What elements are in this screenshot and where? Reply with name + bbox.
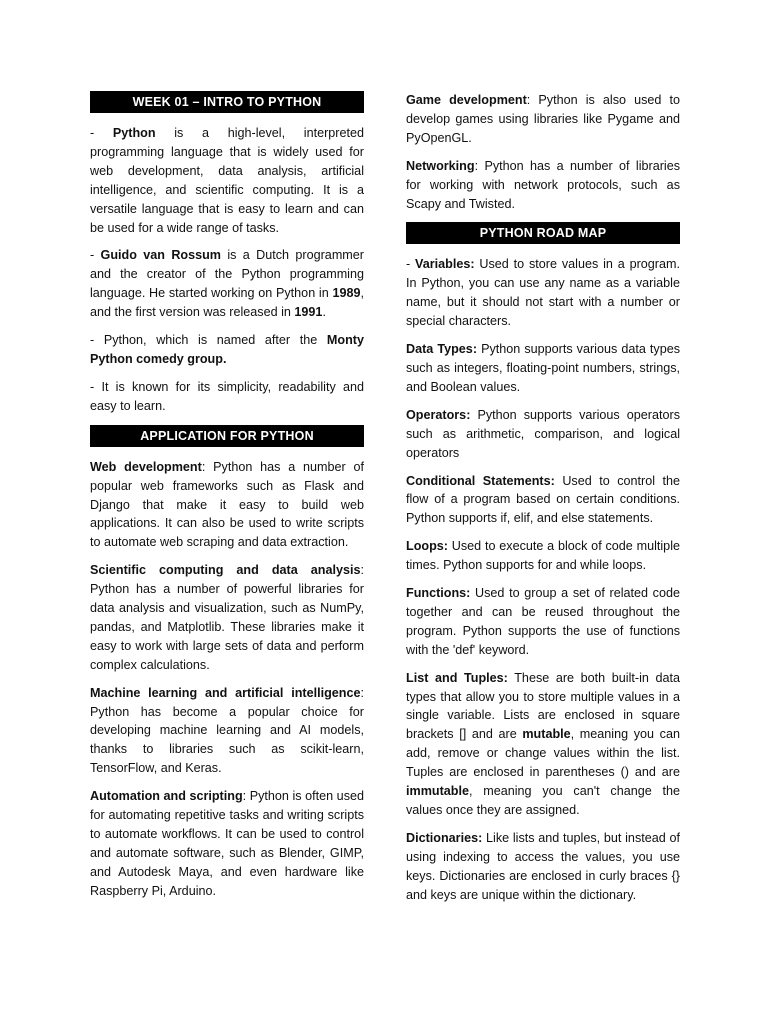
- text: is a high-level, interpreted programming language that is widely used for web development, data analysis, artificial intelligence, and scientific computing. It is a versatile language that is easy to learn and can be used for a wide range of tasks.: [90, 126, 364, 235]
- app-machine-learning: [90, 684, 364, 779]
- roadmap-functions: [406, 584, 680, 660]
- year-1989: 1989: [332, 286, 361, 301]
- text: -: [90, 248, 101, 263]
- term: Machine learning and artificial intelligence: [90, 685, 361, 700]
- text: Like lists and tuples, but instead of using indexing to access the values, you use keys. Dictionaries are enclosed in curly braces {} and keys are unique within the dictionary.: [406, 830, 680, 902]
- text: is a Dutch programmer and the creator of the Python programming language. He started working on Python in: [90, 248, 364, 301]
- section-header-applications: APPLICATION FOR PYTHON: [90, 425, 364, 447]
- sep: :: [201, 459, 214, 474]
- text: , meaning you can add, remove or change values within the list. Tuples are enclosed in parentheses () and are: [406, 727, 680, 780]
- app-web-development: [90, 458, 364, 553]
- roadmap-lists-tuples: [406, 669, 680, 820]
- app-game-development: [406, 91, 680, 148]
- term: Conditional Statements:: [406, 473, 555, 488]
- text: Python supports various operators such as arithmetic, comparison, and logical operators: [406, 407, 680, 460]
- text: -: [90, 126, 113, 140]
- term-guido: Guido van Rossum: [100, 248, 222, 263]
- intro-guido-paragraph: [90, 246, 364, 322]
- term: Scientific computing and data analysis: [90, 563, 361, 578]
- term-mutable: mutable: [522, 727, 571, 742]
- sep: :: [526, 93, 539, 107]
- text: These are both built-in data types that allow you to store multiple values in a single variable. Lists are enclosed in square brackets [] and are: [406, 670, 681, 742]
- text: - It is known for its simplicity, readability and easy to learn.: [90, 379, 364, 413]
- text: -: [406, 257, 416, 272]
- text: Python has a number of powerful libraries for data analysis and visualization, such as NumPy, pandas, and Matplotlib. These libraries make it easy to work with large sets of data and perform complex calculations.: [90, 582, 364, 672]
- sep: :: [474, 158, 485, 173]
- term: Dictionaries:: [406, 830, 483, 845]
- sep: :: [242, 789, 250, 804]
- left-column: [90, 91, 364, 910]
- app-scientific-computing: [90, 561, 364, 674]
- text: .: [322, 305, 326, 320]
- text: - Python, which is named after the: [90, 333, 327, 348]
- term: Variables:: [415, 257, 475, 272]
- text: Python has become a popular choice for developing machine learning and AI models, thanks to libraries such as scikit-learn, TensorFlow, and Keras.: [90, 704, 364, 776]
- text: Used to group a set of related code together and can be reused throughout the program. Python supports the use of functions with the 'def' keyword.: [406, 586, 680, 657]
- term: Functions:: [406, 586, 471, 601]
- app-automation: [90, 787, 364, 900]
- roadmap-operators: [406, 406, 680, 463]
- intro-python-paragraph: [90, 124, 364, 237]
- intro-simplicity-paragraph: [90, 378, 364, 416]
- roadmap-loops: [406, 537, 680, 575]
- term: Data Types:: [406, 342, 478, 357]
- text: , meaning you can't change the values once they are assigned.: [406, 784, 680, 817]
- term: Automation and scripting: [90, 789, 243, 804]
- roadmap-conditionals: [406, 472, 680, 529]
- text: Python is often used for automating repetitive tasks and writing scripts to automate workflows. It can be used to control and automate software, such as Blender, GIMP, and Autodesk Maya, and even hardware like Raspberry Pi, Arduino.: [90, 789, 364, 898]
- text: Used to control the flow of a program based on certain conditions. Python supports if, elif, and else statements.: [406, 473, 680, 526]
- text: Python has a number of libraries for working with network protocols, such as Scapy and Twisted.: [406, 158, 681, 211]
- section-header-roadmap: PYTHON ROAD MAP: [406, 222, 680, 244]
- term-monty-python: Monty Python comedy group.: [90, 333, 364, 366]
- term-immutable: immutable: [406, 784, 469, 799]
- roadmap-data-types: [406, 340, 680, 397]
- text: Python is also used to develop games using libraries like Pygame and PyOpenGL.: [406, 93, 680, 145]
- roadmap-variables: [406, 255, 680, 331]
- term: Loops:: [406, 539, 448, 554]
- sep: :: [360, 685, 364, 700]
- right-column: [406, 91, 680, 914]
- text: Used to store values in a program. In Python, you can use any name as a variable name, but it should not start with a number or special characters.: [406, 257, 680, 329]
- term: List and Tuples:: [406, 670, 508, 685]
- term-python: Python: [112, 126, 156, 140]
- text: Python supports various data types such as integers, floating-point numbers, strings, and Boolean values.: [406, 342, 681, 394]
- sep: :: [360, 563, 364, 578]
- year-1991: 1991: [294, 305, 323, 320]
- text: , and the first version was released in: [90, 286, 364, 320]
- term: Networking: [406, 158, 475, 173]
- term: Game development: [406, 93, 527, 107]
- section-header-intro: WEEK 01 – INTRO TO PYTHON: [90, 91, 364, 113]
- text: Used to execute a block of code multiple times. Python supports for and while loops.: [406, 539, 680, 573]
- text: Python has a number of popular web frameworks such as Flask and Django that make it easy to build web applications. It can also be used to write scripts to automate web scraping and data extraction.: [90, 459, 364, 550]
- app-networking: [406, 157, 680, 214]
- roadmap-dictionaries: [406, 829, 680, 905]
- term: Web development: [90, 459, 202, 474]
- intro-monty-paragraph: [90, 331, 364, 369]
- term: Operators:: [406, 407, 471, 422]
